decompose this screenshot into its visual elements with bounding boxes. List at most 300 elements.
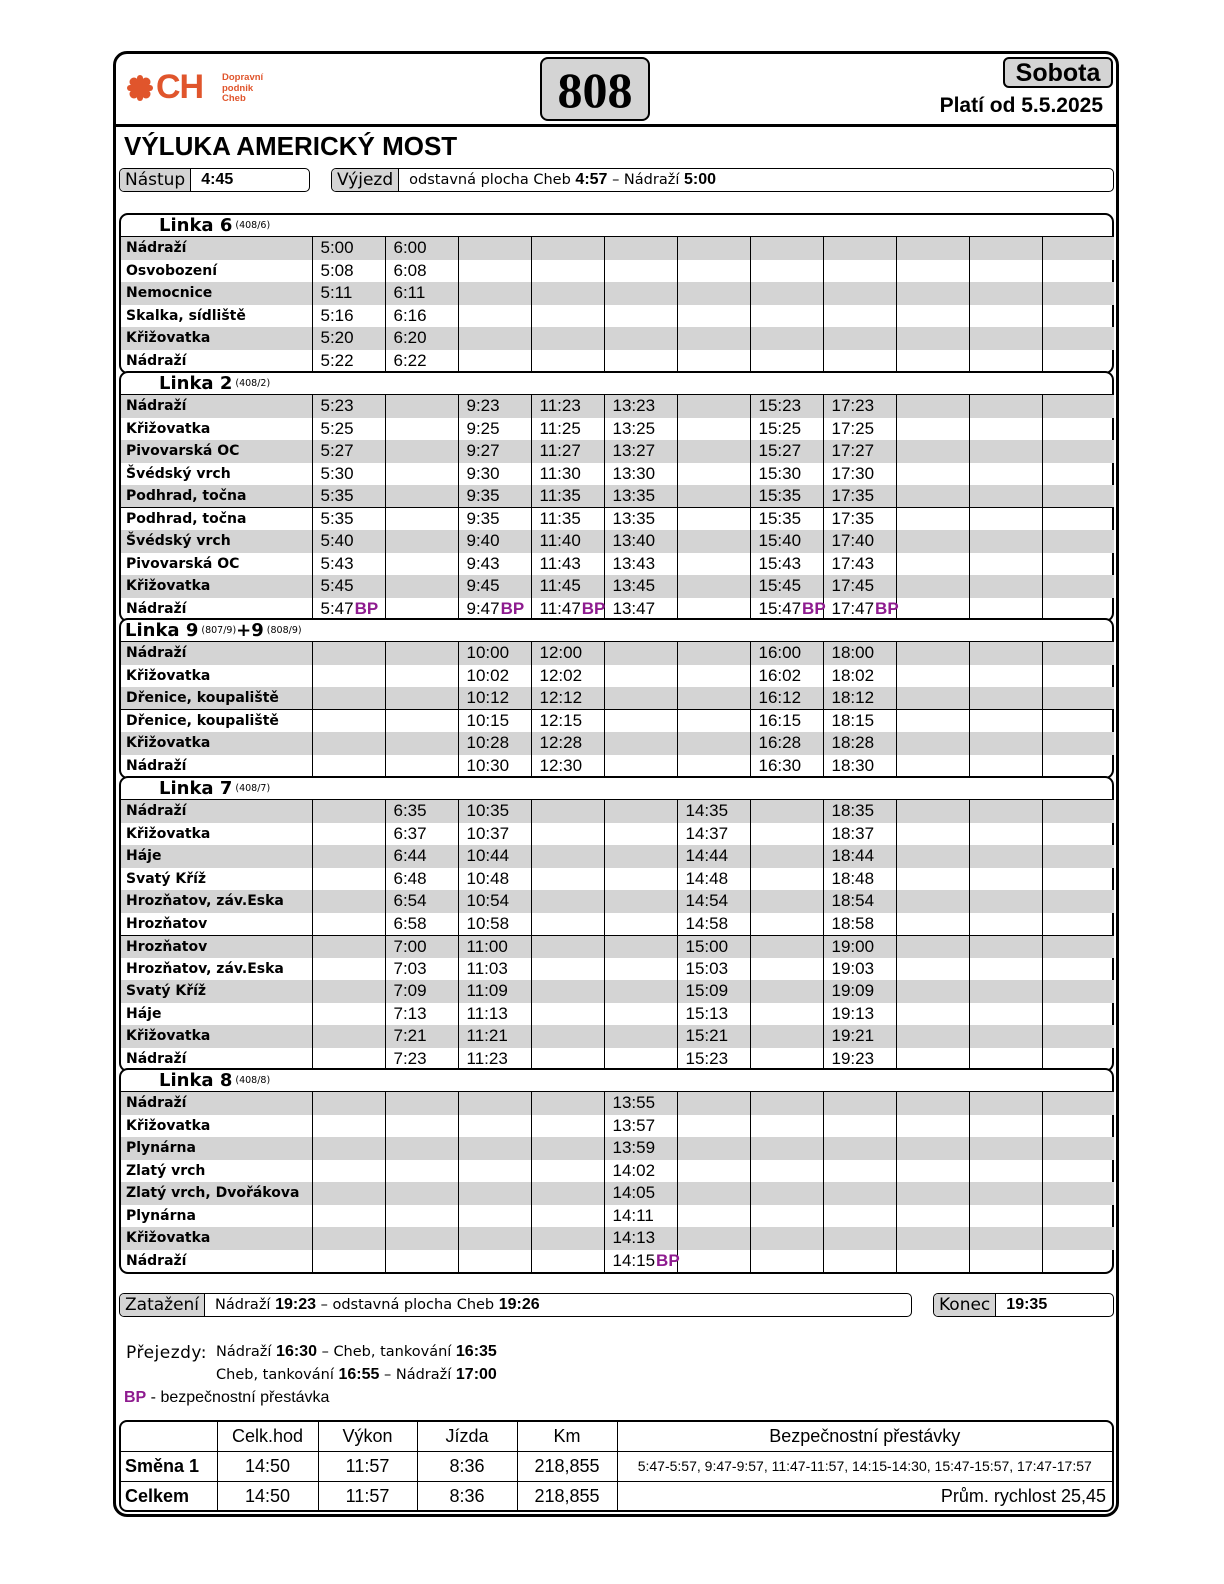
timetable-row: [121, 913, 1114, 936]
departure-time: [677, 395, 750, 418]
departure-time: [750, 1250, 823, 1273]
section-title: Linka 8 $^{(408/8)}$: [121, 1070, 1112, 1092]
timetable-section: [119, 1068, 1114, 1274]
pull-in-label: Zatažení: [120, 1294, 205, 1316]
departure-time: [1042, 732, 1114, 755]
departure-time: 5:40: [312, 530, 385, 553]
departure-time: [1042, 418, 1114, 441]
departure-time: [677, 305, 750, 328]
shift-label: Směna 1: [121, 1451, 217, 1481]
departure-time: [1042, 1250, 1114, 1273]
departure-time: [531, 1160, 604, 1183]
departure-time: [750, 800, 823, 823]
timetable-section: [119, 618, 1114, 779]
stop-name: Nemocnice: [121, 282, 312, 305]
timetable-row: [121, 800, 1114, 823]
departure-time: 18:12: [823, 687, 896, 710]
departure-time: [896, 553, 969, 576]
timetable-row: [121, 1048, 1114, 1071]
stop-name: Pivovarská OC: [121, 440, 312, 463]
departure-time: [531, 282, 604, 305]
bp-legend: BP - bezpečnostní přestávka: [124, 1389, 330, 1406]
departure-time: [750, 913, 823, 936]
departure-time: [1042, 1205, 1114, 1228]
departure-time: [385, 1160, 458, 1183]
departure-time: [969, 732, 1042, 755]
departure-time: [312, 1137, 385, 1160]
departure-time: [896, 642, 969, 665]
shift-breaks: 5:47-5:57, 9:47-9:57, 11:47-11:57, 14:15-14:30, 15:47-15:57, 17:47-17:57: [617, 1451, 1112, 1481]
departure-time: [312, 1160, 385, 1183]
departure-time: 6:54: [385, 890, 458, 913]
departure-time: 7:03: [385, 958, 458, 981]
departure-time: [823, 1115, 896, 1138]
departure-time: [677, 1227, 750, 1250]
departure-time: [1042, 485, 1114, 508]
departure-time: 19:21: [823, 1025, 896, 1048]
departure-time: [677, 598, 750, 621]
departure-time: [677, 665, 750, 688]
transfer-line-2: Cheb, tankování 16:55 – Nádraží 17:00: [216, 1366, 497, 1383]
departure-time: [531, 845, 604, 868]
departure-time: 5:08: [312, 260, 385, 283]
departure-time: 6:00: [385, 237, 458, 260]
departure-time: 15:35: [750, 508, 823, 531]
departure-time: [969, 1025, 1042, 1048]
departure-time: [969, 260, 1042, 283]
departure-time: [969, 913, 1042, 936]
departure-time: [896, 868, 969, 891]
pull-in-box: [119, 1293, 912, 1317]
departure-time: [312, 845, 385, 868]
departure-time: [969, 755, 1042, 778]
departure-time: [531, 350, 604, 373]
departure-time: [750, 1182, 823, 1205]
departure-time: [604, 710, 677, 733]
departure-time: [1042, 237, 1114, 260]
departure-time: [750, 845, 823, 868]
departure-time: 11:40: [531, 530, 604, 553]
bp-marker: BP: [875, 598, 899, 618]
departure-time: 5:43: [312, 553, 385, 576]
departure-time: [896, 823, 969, 846]
stop-name: Nádraží: [121, 800, 312, 823]
departure-time: [531, 1250, 604, 1273]
departure-time: [896, 1227, 969, 1250]
departure-time: [604, 868, 677, 891]
departure-time: 12:00: [531, 642, 604, 665]
shift-total-hours: 14:50: [217, 1451, 318, 1481]
departure-time: [750, 935, 823, 958]
departure-time: 15:03: [677, 958, 750, 981]
departure-time: [312, 1182, 385, 1205]
departure-time: [896, 913, 969, 936]
departure-time: 16:00: [750, 642, 823, 665]
departure-time: [823, 327, 896, 350]
stop-name: Nádraží: [126, 1050, 187, 1067]
end-box: [933, 1293, 1114, 1317]
company-logo: [124, 68, 284, 112]
stop-name: Křižovatka: [126, 420, 211, 437]
departure-time: [312, 1227, 385, 1250]
timetable-row: [121, 350, 1114, 373]
departure-time: [531, 327, 604, 350]
departure-time: [896, 260, 969, 283]
departure-time: [1042, 508, 1114, 531]
stop-name: Nádraží: [121, 642, 312, 665]
departure-time: 9:35: [458, 508, 531, 531]
departure-time: [969, 868, 1042, 891]
departure-time: [969, 327, 1042, 350]
departure-time: [458, 1092, 531, 1115]
departure-time: 15:45: [750, 575, 823, 598]
summary-total-row: [121, 1481, 1112, 1511]
departure-time: [531, 1182, 604, 1205]
departure-time: 5:35: [312, 508, 385, 531]
departure-time: [677, 687, 750, 710]
departure-time: 14:13: [604, 1227, 677, 1250]
timetable-row: [121, 1115, 1114, 1138]
departure-time: [750, 980, 823, 1003]
departure-time: [896, 350, 969, 373]
departure-time: 12:15: [531, 710, 604, 733]
timetable-row: [121, 598, 1114, 621]
departure-time: [750, 1227, 823, 1250]
section-title: Linka 9 $^{(807/9)}$+9 $^{(808/9)}$: [121, 620, 1112, 642]
departure-time: 14:48: [677, 868, 750, 891]
departure-time: [677, 282, 750, 305]
departure-time: [896, 395, 969, 418]
total-hours: 14:50: [217, 1481, 318, 1511]
departure-time: [604, 260, 677, 283]
departure-time: [531, 935, 604, 958]
departure-time: 11:43: [531, 553, 604, 576]
departure-time: [458, 1205, 531, 1228]
departure-time: [312, 1025, 385, 1048]
header-total-hours: Celk.hod: [217, 1422, 318, 1451]
departure-time: [604, 890, 677, 913]
departure-time: [531, 1003, 604, 1026]
summary-header-row: [121, 1422, 1112, 1451]
departure-time: [677, 1205, 750, 1228]
departure-time: 16:15: [750, 710, 823, 733]
departure-time: [969, 980, 1042, 1003]
departure-time: [531, 958, 604, 981]
departure-time: 13:47: [604, 598, 677, 621]
departure-time: 11:03: [458, 958, 531, 981]
departure-time: [312, 1003, 385, 1026]
departure-time: [677, 327, 750, 350]
departure-time: 10:00: [458, 642, 531, 665]
departure-time: [312, 1115, 385, 1138]
departure-time: [1042, 1137, 1114, 1160]
bp-marker: BP: [656, 1250, 680, 1270]
page-title: VÝLUKA AMERICKÝ MOST: [124, 131, 458, 161]
departure-time: 14:58: [677, 913, 750, 936]
departure-time: [604, 980, 677, 1003]
departure-time: [604, 237, 677, 260]
departure-time: 15:25: [750, 418, 823, 441]
departure-time: [896, 1250, 969, 1273]
departure-time: 5:22: [312, 350, 385, 373]
departure-time: [969, 418, 1042, 441]
departure-time: [1042, 1092, 1114, 1115]
departure-time: [896, 1137, 969, 1160]
timetable-row: [121, 1205, 1114, 1228]
stop-name: Nádraží: [126, 757, 187, 774]
departure-time: [312, 687, 385, 710]
logo-subtitle: Dopravní podnik Cheb: [222, 72, 264, 104]
departure-time: [604, 732, 677, 755]
departure-time: 14:35: [677, 800, 750, 823]
departure-time: 9:23: [458, 395, 531, 418]
departure-time: [385, 665, 458, 688]
departure-time: [896, 845, 969, 868]
departure-time: [458, 237, 531, 260]
departure-time: [750, 327, 823, 350]
stop-name: Svatý Kříž: [126, 870, 207, 887]
timetable-row: [121, 642, 1114, 665]
section-title: Linka 2 $^{(408/2)}$: [121, 373, 1112, 395]
departure-time: [677, 642, 750, 665]
stop-name: Plynárna: [126, 1207, 196, 1224]
departure-time: 17:47BP: [823, 598, 896, 621]
departure-time: 18:15: [823, 710, 896, 733]
departure-time: [385, 463, 458, 486]
departure-time: [677, 260, 750, 283]
departure-time: [312, 732, 385, 755]
departure-time: [969, 958, 1042, 981]
departure-time: 10:12: [458, 687, 531, 710]
departure-time: 14:54: [677, 890, 750, 913]
header-driving: Jízda: [417, 1422, 517, 1451]
departure-time: [458, 1160, 531, 1183]
departure-time: 15:27: [750, 440, 823, 463]
departure-time: [531, 1025, 604, 1048]
departure-time: 9:25: [458, 418, 531, 441]
stop-name: Nádraží: [121, 237, 312, 260]
departure-time: 13:59: [604, 1137, 677, 1160]
departure-time: 17:23: [823, 395, 896, 418]
start-time: 4:45: [201, 171, 234, 188]
departure-time: [1042, 327, 1114, 350]
departure-time: [969, 1048, 1042, 1071]
summary-shift-row: [121, 1451, 1112, 1481]
departure-time: 5:27: [312, 440, 385, 463]
departure-time: 19:23: [823, 1048, 896, 1071]
departure-time: [969, 598, 1042, 621]
departure-time: [604, 800, 677, 823]
timetable-row: [121, 327, 1114, 350]
stop-name: Křižovatka: [121, 1227, 312, 1250]
summary-table: [119, 1420, 1114, 1512]
departure-time: 11:09: [458, 980, 531, 1003]
departure-time: 6:22: [385, 350, 458, 373]
departure-time: [969, 800, 1042, 823]
departure-time: 7:09: [385, 980, 458, 1003]
timetable-row: [121, 260, 1114, 283]
end-time: 19:35: [1006, 1296, 1048, 1313]
departure-time: [1042, 890, 1114, 913]
departure-time: [1042, 305, 1114, 328]
departure-time: [677, 1115, 750, 1138]
departure-route: odstavná plocha Cheb 4:57 – Nádraží 5:00: [409, 171, 716, 188]
departure-time: 7:00: [385, 935, 458, 958]
departure-time: [312, 665, 385, 688]
departure-time: [385, 1092, 458, 1115]
departure-time: [969, 665, 1042, 688]
departure-time: [896, 463, 969, 486]
departure-time: 5:23: [312, 395, 385, 418]
departure-time: 5:30: [312, 463, 385, 486]
departure-time: [677, 1092, 750, 1115]
departure-time: 11:35: [531, 485, 604, 508]
departure-time: [604, 305, 677, 328]
departure-time: [969, 395, 1042, 418]
departure-time: 6:58: [385, 913, 458, 936]
departure-time: [604, 1025, 677, 1048]
departure-time: [823, 1137, 896, 1160]
departure-time: [823, 1227, 896, 1250]
stop-name: Hrozňatov: [121, 935, 312, 958]
departure-time: [896, 1048, 969, 1071]
departure-time: [750, 958, 823, 981]
section-title: Linka 6 $^{(408/6)}$: [121, 215, 1112, 237]
departure-time: [750, 1115, 823, 1138]
departure-time: 13:40: [604, 530, 677, 553]
departure-time: [896, 237, 969, 260]
departure-time: [1042, 1003, 1114, 1026]
departure-time: [969, 890, 1042, 913]
departure-time: [969, 845, 1042, 868]
departure-time: [385, 1182, 458, 1205]
departure-time: [604, 845, 677, 868]
departure-time: [969, 508, 1042, 531]
timetable-row: [121, 237, 1114, 260]
timetable-row: [121, 1160, 1114, 1183]
departure-time: [385, 642, 458, 665]
timetable-row: [121, 508, 1114, 531]
departure-time: [1042, 530, 1114, 553]
timetable-row: [121, 282, 1114, 305]
departure-time: 11:00: [458, 935, 531, 958]
departure-time: 13:23: [604, 395, 677, 418]
departure-time: 10:30: [458, 755, 531, 778]
departure-time: 13:25: [604, 418, 677, 441]
logo-star-icon: [124, 72, 156, 104]
timetable-row: [121, 868, 1114, 891]
timetable-row: [121, 958, 1114, 981]
stop-name: Hrozňatov, záv.Eska: [121, 890, 312, 913]
departure-time: [531, 1048, 604, 1071]
departure-time: 10:48: [458, 868, 531, 891]
pull-in-route: Nádraží 19:23 – odstavná plocha Cheb 19:26: [215, 1296, 540, 1313]
departure-time: [458, 1182, 531, 1205]
departure-time: 13:45: [604, 575, 677, 598]
departure-time: [385, 575, 458, 598]
departure-time: 16:30: [750, 755, 823, 778]
departure-time: [1042, 710, 1114, 733]
departure-time: [458, 350, 531, 373]
departure-time: [312, 755, 385, 778]
departure-time: [385, 1227, 458, 1250]
bp-marker: BP: [500, 598, 525, 618]
departure-time: [312, 1250, 385, 1273]
departure-time: [385, 418, 458, 441]
stop-name: Plynárna: [121, 1137, 312, 1160]
departure-time: [1042, 958, 1114, 981]
stop-name: Křižovatka: [126, 1117, 211, 1134]
departure-time: [969, 575, 1042, 598]
departure-time: 16:12: [750, 687, 823, 710]
timetable-row: [121, 687, 1114, 710]
departure-time: [896, 1003, 969, 1026]
stop-name: Osvobození: [126, 262, 218, 279]
departure-time: [750, 1092, 823, 1115]
departure-time: [1042, 463, 1114, 486]
departure-time: [823, 350, 896, 373]
departure-time: [312, 800, 385, 823]
departure-time: [385, 710, 458, 733]
departure-time: [969, 530, 1042, 553]
stop-name: Hrozňatov: [126, 915, 208, 932]
departure-time: [677, 237, 750, 260]
departure-time: 18:30: [823, 755, 896, 778]
departure-time: [896, 282, 969, 305]
departure-time: 13:35: [604, 508, 677, 531]
departure-time: 18:00: [823, 642, 896, 665]
departure-time: [1042, 935, 1114, 958]
departure-time: [823, 1182, 896, 1205]
departure-time: [896, 1205, 969, 1228]
departure-time: [823, 305, 896, 328]
departure-time: [312, 642, 385, 665]
departure-time: [896, 890, 969, 913]
departure-time: [677, 463, 750, 486]
departure-time: [458, 1250, 531, 1273]
departure-time: [1042, 1182, 1114, 1205]
departure-time: 10:35: [458, 800, 531, 823]
departure-time: [604, 755, 677, 778]
departure-time: 16:28: [750, 732, 823, 755]
departure-time: 10:37: [458, 823, 531, 846]
departure-time: 9:27: [458, 440, 531, 463]
departure-time: [312, 823, 385, 846]
stop-name: Křižovatka: [126, 825, 211, 842]
departure-time: 18:35: [823, 800, 896, 823]
departure-time: 5:25: [312, 418, 385, 441]
timetable-row: [121, 463, 1114, 486]
departure-time: [1042, 913, 1114, 936]
departure-time: [677, 1182, 750, 1205]
departure-time: [750, 1048, 823, 1071]
timetable-row: [121, 395, 1114, 418]
departure-time: [385, 755, 458, 778]
stop-name: Zlatý vrch, Dvořákova: [121, 1182, 312, 1205]
departure-time: [312, 868, 385, 891]
start-label: Nástup: [120, 169, 191, 191]
departure-time: [1042, 1160, 1114, 1183]
departure-time: 18:48: [823, 868, 896, 891]
stop-name: Podhrad, točna: [121, 508, 312, 531]
departure-time: [896, 958, 969, 981]
departure-time: [531, 260, 604, 283]
departure-time: 13:43: [604, 553, 677, 576]
validity-date: Platí od 5.5.2025: [939, 94, 1103, 117]
departure-time: [969, 485, 1042, 508]
departure-time: [1042, 575, 1114, 598]
stop-name: Křižovatka: [121, 1025, 312, 1048]
